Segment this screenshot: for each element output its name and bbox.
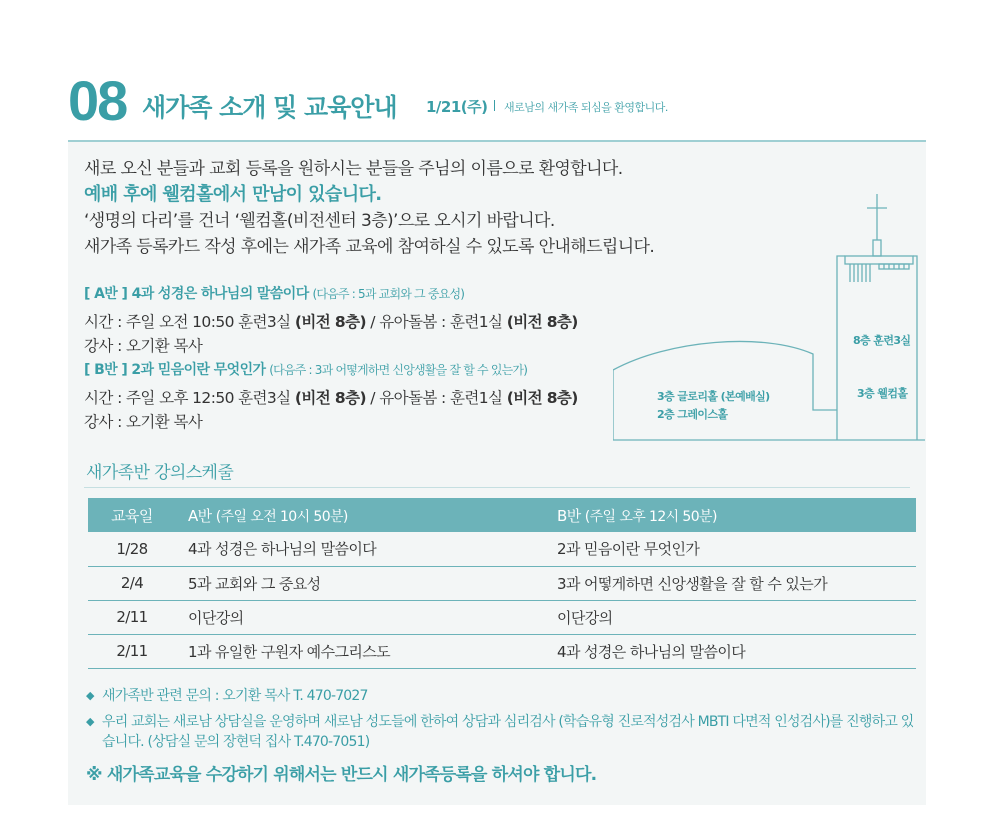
note-counseling: [86, 712, 920, 752]
class-b-time: [84, 386, 644, 410]
row-class-a: 1과 유일한 구원자 예수그리스도: [176, 634, 545, 668]
class-a-childcare: / 유아돌봄 : 훈련1실: [370, 313, 503, 331]
class-b-instructor: 강사 : 오기환 목사: [84, 413, 203, 431]
class-a-next: (다음주 : 5과 교회와 그 중요성): [312, 287, 465, 301]
row-class-b: 3과 어떻게하면 신앙생활을 잘 할 수 있는가: [545, 566, 916, 600]
row-date: 2/4: [88, 566, 176, 600]
row-class-a: 이단강의: [176, 600, 545, 634]
class-a-instructor: 강사 : 오기환 목사: [84, 337, 203, 355]
row-class-b: 4과 성경은 하나님의 말씀이다: [545, 634, 916, 668]
header-class-a: [176, 498, 545, 532]
class-b-next: (다음주 : 3과 어떻게하면 신앙생활을 잘 할 수 있는가): [269, 363, 528, 377]
row-class-a: 4과 성경은 하나님의 말씀이다: [176, 532, 545, 566]
building-diagram: [613, 192, 925, 492]
diamond-bullet-icon: ◆: [86, 689, 94, 702]
class-a-time-location: (비전 8층): [294, 313, 366, 331]
row-class-a: 5과 교회와 그 중요성: [176, 566, 545, 600]
schedule-divider: [84, 487, 910, 488]
class-a-time-text: 시간 : 주일 오전 10:50 훈련3실: [84, 313, 291, 331]
class-a-childcare-location: (비전 8층): [506, 313, 578, 331]
row-date: 2/11: [88, 600, 176, 634]
section-header: [68, 69, 926, 132]
class-b-childcare: / 유아돌봄 : 훈련1실: [370, 389, 503, 407]
welcome-message: 새로남의 새가족 되심을 환영합니다.: [504, 101, 668, 114]
header-class-b: [545, 498, 916, 532]
row-class-b: 2과 믿음이란 무엇인가: [545, 532, 916, 566]
label-training-room: 8층 훈련3실: [853, 334, 911, 347]
schedule-header-row: [88, 498, 916, 532]
section-number: 08: [68, 69, 127, 132]
table-row: [88, 532, 916, 566]
schedule-title: 새가족반 강의스케줄: [86, 463, 234, 483]
schedule-table: [88, 498, 916, 669]
diamond-bullet-icon: ◆: [86, 715, 94, 728]
registration-notice: ※ 새가족교육을 수강하기 위해서는 반드시 새가족등록을 하셔야 합니다.: [86, 765, 597, 785]
section-title: 새가족 소개 및 교육안내: [142, 93, 397, 122]
class-b-time-location: (비전 8층): [294, 389, 366, 407]
row-date: 1/28: [88, 532, 176, 566]
table-row: [88, 566, 916, 600]
class-b-childcare-location: (비전 8층): [506, 389, 578, 407]
class-b-title: [ B반 ] 2과 믿음이란 무엇인가: [84, 362, 266, 378]
note-counseling-text: 우리 교회는 새로남 상담실을 운영하며 새로남 성도들에 한하여 상담과 심리검사 (학습유형 진로적성검사 MBTI 다면적 인성검사)를 진행하고 있습니다. (상담실 문의 장현덕 집사 T.470-7051): [102, 714, 914, 750]
note-contact: [86, 686, 920, 706]
intro-line: ‘생명의 다리’를 건너 ‘웰컴홀(비전센터 3층)’으로 오시기 바랍니다.: [84, 211, 555, 231]
class-a-title: [ A반 ] 4과 성경은 하나님의 말씀이다: [84, 286, 309, 302]
label-glory-hall: 3층 글로리홀 (본예배실): [657, 390, 770, 403]
header-separator: [494, 100, 495, 111]
header-date: 교육일: [88, 498, 176, 532]
note-contact-text: 새가족반 관련 문의 : 오기환 목사 T. 470-7027: [102, 688, 368, 704]
label-welcome-hall: 3층 웰컴홀: [857, 387, 908, 400]
header-class-a-time: (주일 오전 10시 50분): [215, 508, 348, 525]
content-panel: [68, 142, 926, 805]
class-b-heading: [84, 358, 644, 382]
notes: [86, 686, 920, 785]
header-class-b-time: (주일 오후 12시 50분): [584, 508, 717, 525]
intro-line: 새가족 등록카드 작성 후에는 새가족 교육에 참여하실 수 있도록 안내해드립니다.: [84, 237, 655, 257]
section-date: 1/21(주): [426, 98, 488, 116]
class-a-time: [84, 310, 644, 334]
row-date: 2/11: [88, 634, 176, 668]
label-grace-hall: 2층 그레이스홀: [657, 408, 728, 421]
intro-highlight: 예배 후에 웰컴홀에서 만남이 있습니다.: [84, 184, 382, 205]
header-class-b-name: B반: [557, 506, 581, 525]
header-class-a-name: A반: [188, 506, 212, 525]
class-a-heading: [84, 282, 644, 306]
class-b-time-text: 시간 : 주일 오후 12:50 훈련3실: [84, 389, 291, 407]
row-class-b: 이단강의: [545, 600, 916, 634]
table-row: [88, 634, 916, 668]
class-info: [84, 282, 644, 434]
intro-line: 새로 오신 분들과 교회 등록을 원하시는 분들을 주님의 이름으로 환영합니다.: [84, 159, 623, 179]
table-row: [88, 600, 916, 634]
